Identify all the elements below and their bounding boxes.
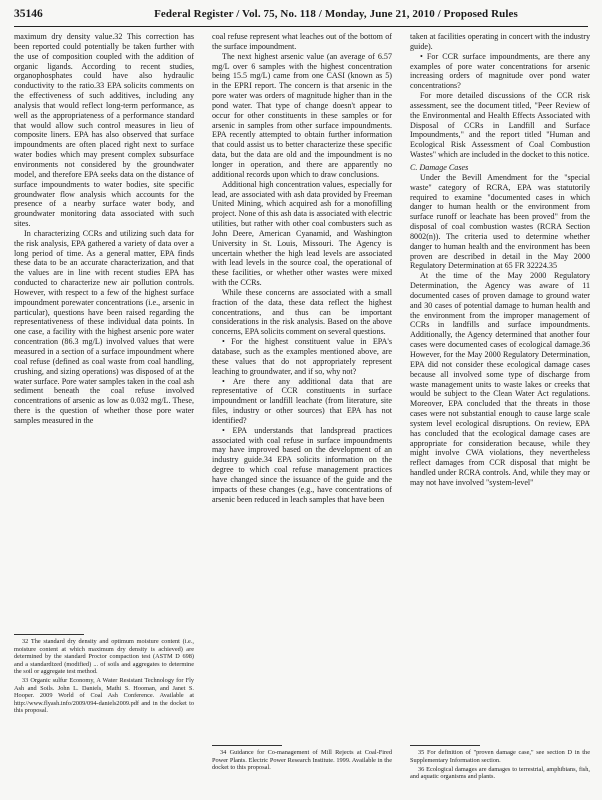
column-2 xyxy=(212,32,392,505)
paragraph: In characterizing CCRs and utilizing such data for the risk analysis, EPA gathered a variety of data over a long period of time. As a general matter, EPA finds these data to be an accurate characterization, and that the values are in line with recent studies EPA has conducted to characterize new air pollution controls. However, with respect to a few of the highest surface impoundment porewater concentrations (i.e., arsenic in particular), questions have been raised regarding the representativeness of these individual data points. In one case, a facility with the highest arsenic pore water concentration (86.3 mg/L) involved values that were measured in a section of a surface impoundment where coal refuse (defined as coal waste from coal handling, crushing, and sizing operations) was disposed of at the water surface. Pore water samples taken in the coal ash sediment beneath the coal refuse involved concentrations of arsenic as low as 0.032 mg/L. These, there is the question of whether those pore water samples measured in the xyxy=(14,228,194,425)
footnote-rule xyxy=(14,634,84,635)
paragraph: taken at facilities operating in concert with the industry guide). xyxy=(410,32,590,51)
footnote: 35 For definition of "proven damage case," see section D in the Supplementary Information section. xyxy=(410,749,590,764)
column-3-footnotes xyxy=(410,749,590,782)
footnote: 33 Organic sulfur Economy, A Water Resistant Technology for Fly Ash and Soils. John L. Daniels, Mathi S. Hooman, and Janet S. Hooper. 2009 World of Coal Ash Conference. Available at http://www.flyash.info/2009/094-daniels2009.pdf and in the docket to this proposal. xyxy=(14,677,194,714)
footnote-rule xyxy=(212,745,282,746)
paragraph: Under the Bevill Amendment for the "special waste" category of RCRA, EPA was statutorily required to examine "documented cases in which danger to human health or the environment from surface runoff or leachate has been proved" from the disposal of coal combustion wastes (RCRA Section 8002(n)). The criteria used to determine whether danger to human health and the environment has been proven are described in detail in the May 2000 Regulatory Determination at 65 FR 32224.35 xyxy=(410,172,590,271)
paragraph: While these concerns are associated with a small fraction of the data, these data reflect the highest concentrations, and thus can be important considerations in the risk analysis. Based on the above concerns, EPA solicits comment on several questions. xyxy=(212,287,392,337)
publication-title: Federal Register / Vol. 75, No. 118 / Monday, June 21, 2010 / Proposed Rules xyxy=(154,8,518,20)
footnote-rule xyxy=(410,745,480,746)
column-1-footnotes xyxy=(14,638,194,716)
footnote: 36 Ecological damages are damages to terrestrial, amphibians, fish, and aquatic organisms and plants. xyxy=(410,765,590,780)
header-rule xyxy=(14,26,588,27)
footnote: 34 Guidance for Co-management of Mill Rejects at Coal-Fired Power Plants. Electric Power Research Institute. 1999. Available in the docket to this proposal. xyxy=(212,749,392,771)
paragraph: For more detailed discussions of the CCR risk assessment, see the document titled, "Peer Review of the Environmental and Health Effects Associated with Disposal of CCRs in Landfill and Surface Impoundments," and the report titled "Human and Ecological Risk Assessment of Coal Combustion Wastes" which are included in the docket to this notice. xyxy=(410,91,590,160)
column-3 xyxy=(410,32,590,488)
paragraph: coal refuse represent what leaches out of the bottom of the surface impoundment. xyxy=(212,32,392,51)
paragraph: At the time of the May 2000 Regulatory Determination, the Agency was aware of 11 documented cases of proven damage to ground water and 30 cases of potential damage to human health and the environment from the improper management of CCRs in landfills and surface impoundments. Additionally, the Agency determined that another four cases were documented cases of ecological damage.36 However, for the May 2000 Regulatory Determination, EPA did not consider these ecological damage cases because all involved some type of discharge from waste management units to waste lakes or creeks that would be subject to the Clean Water Act regulations. Moreover, EPA concluded that the threats in those cases were not substantial enough to cause large scale system level ecological disruptions. On review, EPA has concluded that the ecological damage cases are appropriate for consideration because, while they might involve CWA violations, they nevertheless reflect damages from CCR disposal that might be handled under RCRA controls. And, while they may or may not have involved "system-level" xyxy=(410,271,590,487)
bullet-paragraph: • For the highest constituent value in EPA's database, such as the examples mentioned above, are these values that do not appropriately represent leaching to groundwater, and if so, why not? xyxy=(212,337,392,376)
page-number: 35146 xyxy=(14,8,43,20)
column-2-footnotes xyxy=(212,749,392,773)
bullet-paragraph: • EPA understands that landspread practices associated with coal refuse in surface impoundments may have improved based on the development of an industry guide.34 EPA solicits information on the degree to which coal refuse management practices have changed since the issuance of the guide and the impacts of these changes (e.g., have concentrations of arsenic been reduced in leach samples that have been xyxy=(212,425,392,504)
running-header xyxy=(14,8,588,24)
footnote: 32 The standard dry density and optimum moisture content (i.e., moisture content at which maximum dry density is achieved) are determined by the standard Proctor compaction test (ASTM D 698) and a standardized (modified) ... of soils and aggregates to determine the soil or aggregate test method. xyxy=(14,638,194,675)
paragraph: The next highest arsenic value (an average of 6.57 mg/L over 6 samples with the highest concentration being 15.5 mg/L) came from one CASI (known as 5) in the EPRI report. The concern is that arsenic in the pore water was orders of magnitude higher than in the pond water. That type of change doesn't appear to occur for other constituents in these samples or for arsenic in samples from other surface impoundments. EPA recently attempted to obtain further information that could assist us to better characterize these specific data, but the data are old and the impoundment is no longer in operation, and there are apparently no additional records upon which to draw conclusions. xyxy=(212,51,392,179)
paragraph: maximum dry density value.32 This correction has been reported could potentially be taken further with the use of composition coupled with the addition of organic ligands. According to recent studies, organophosphates could have also hydraulic conductivity to the ratio.33 EPA solicits comments on the effectiveness of such additives, including any analysis that would reflect long-term performance, as well as the appropriateness of a performance standard that would allow such control measures in lieu of composite liners. EPA has also observed that surface impoundments are often placed right next to surface water bodies which may present complex subsurface environments not considered by the groundwater model, and therefore EPA seeks data on the distance of surface impoundments to water bodies, site specific groundwater flow analysis which accounts for the presence of a nearby surface water body, and groundwater monitoring data associated with such sites. xyxy=(14,32,194,229)
column-1 xyxy=(14,32,194,426)
paragraph: Additional high concentration values, especially for lead, are associated with ash data provided by Freeman United Mining, which acquired ash for a monofilling project. None of this ash data is associated with electric utilities, but rather with other coal combusters such as John Deere, American Cyanamid, and Washington University in St. Louis, Missouri. The Agency is uncertain whether the high lead levels are associated with lead levels in the source coal, the operational of these facilities, or whether other wastes were mixed with the CCRs. xyxy=(212,179,392,288)
bullet-paragraph: • Are there any additional data that are representative of CCR constituents in surface impoundment or landfill leachate (from literature, site files, industry or other sources) that EPA has not identified? xyxy=(212,376,392,425)
section-heading: C. Damage Cases xyxy=(410,162,469,172)
bullet-paragraph: • For CCR surface impoundments, are there any examples of pore water concentrations for arsenic increasing orders of magnitude over pond water concentrations? xyxy=(410,51,590,91)
